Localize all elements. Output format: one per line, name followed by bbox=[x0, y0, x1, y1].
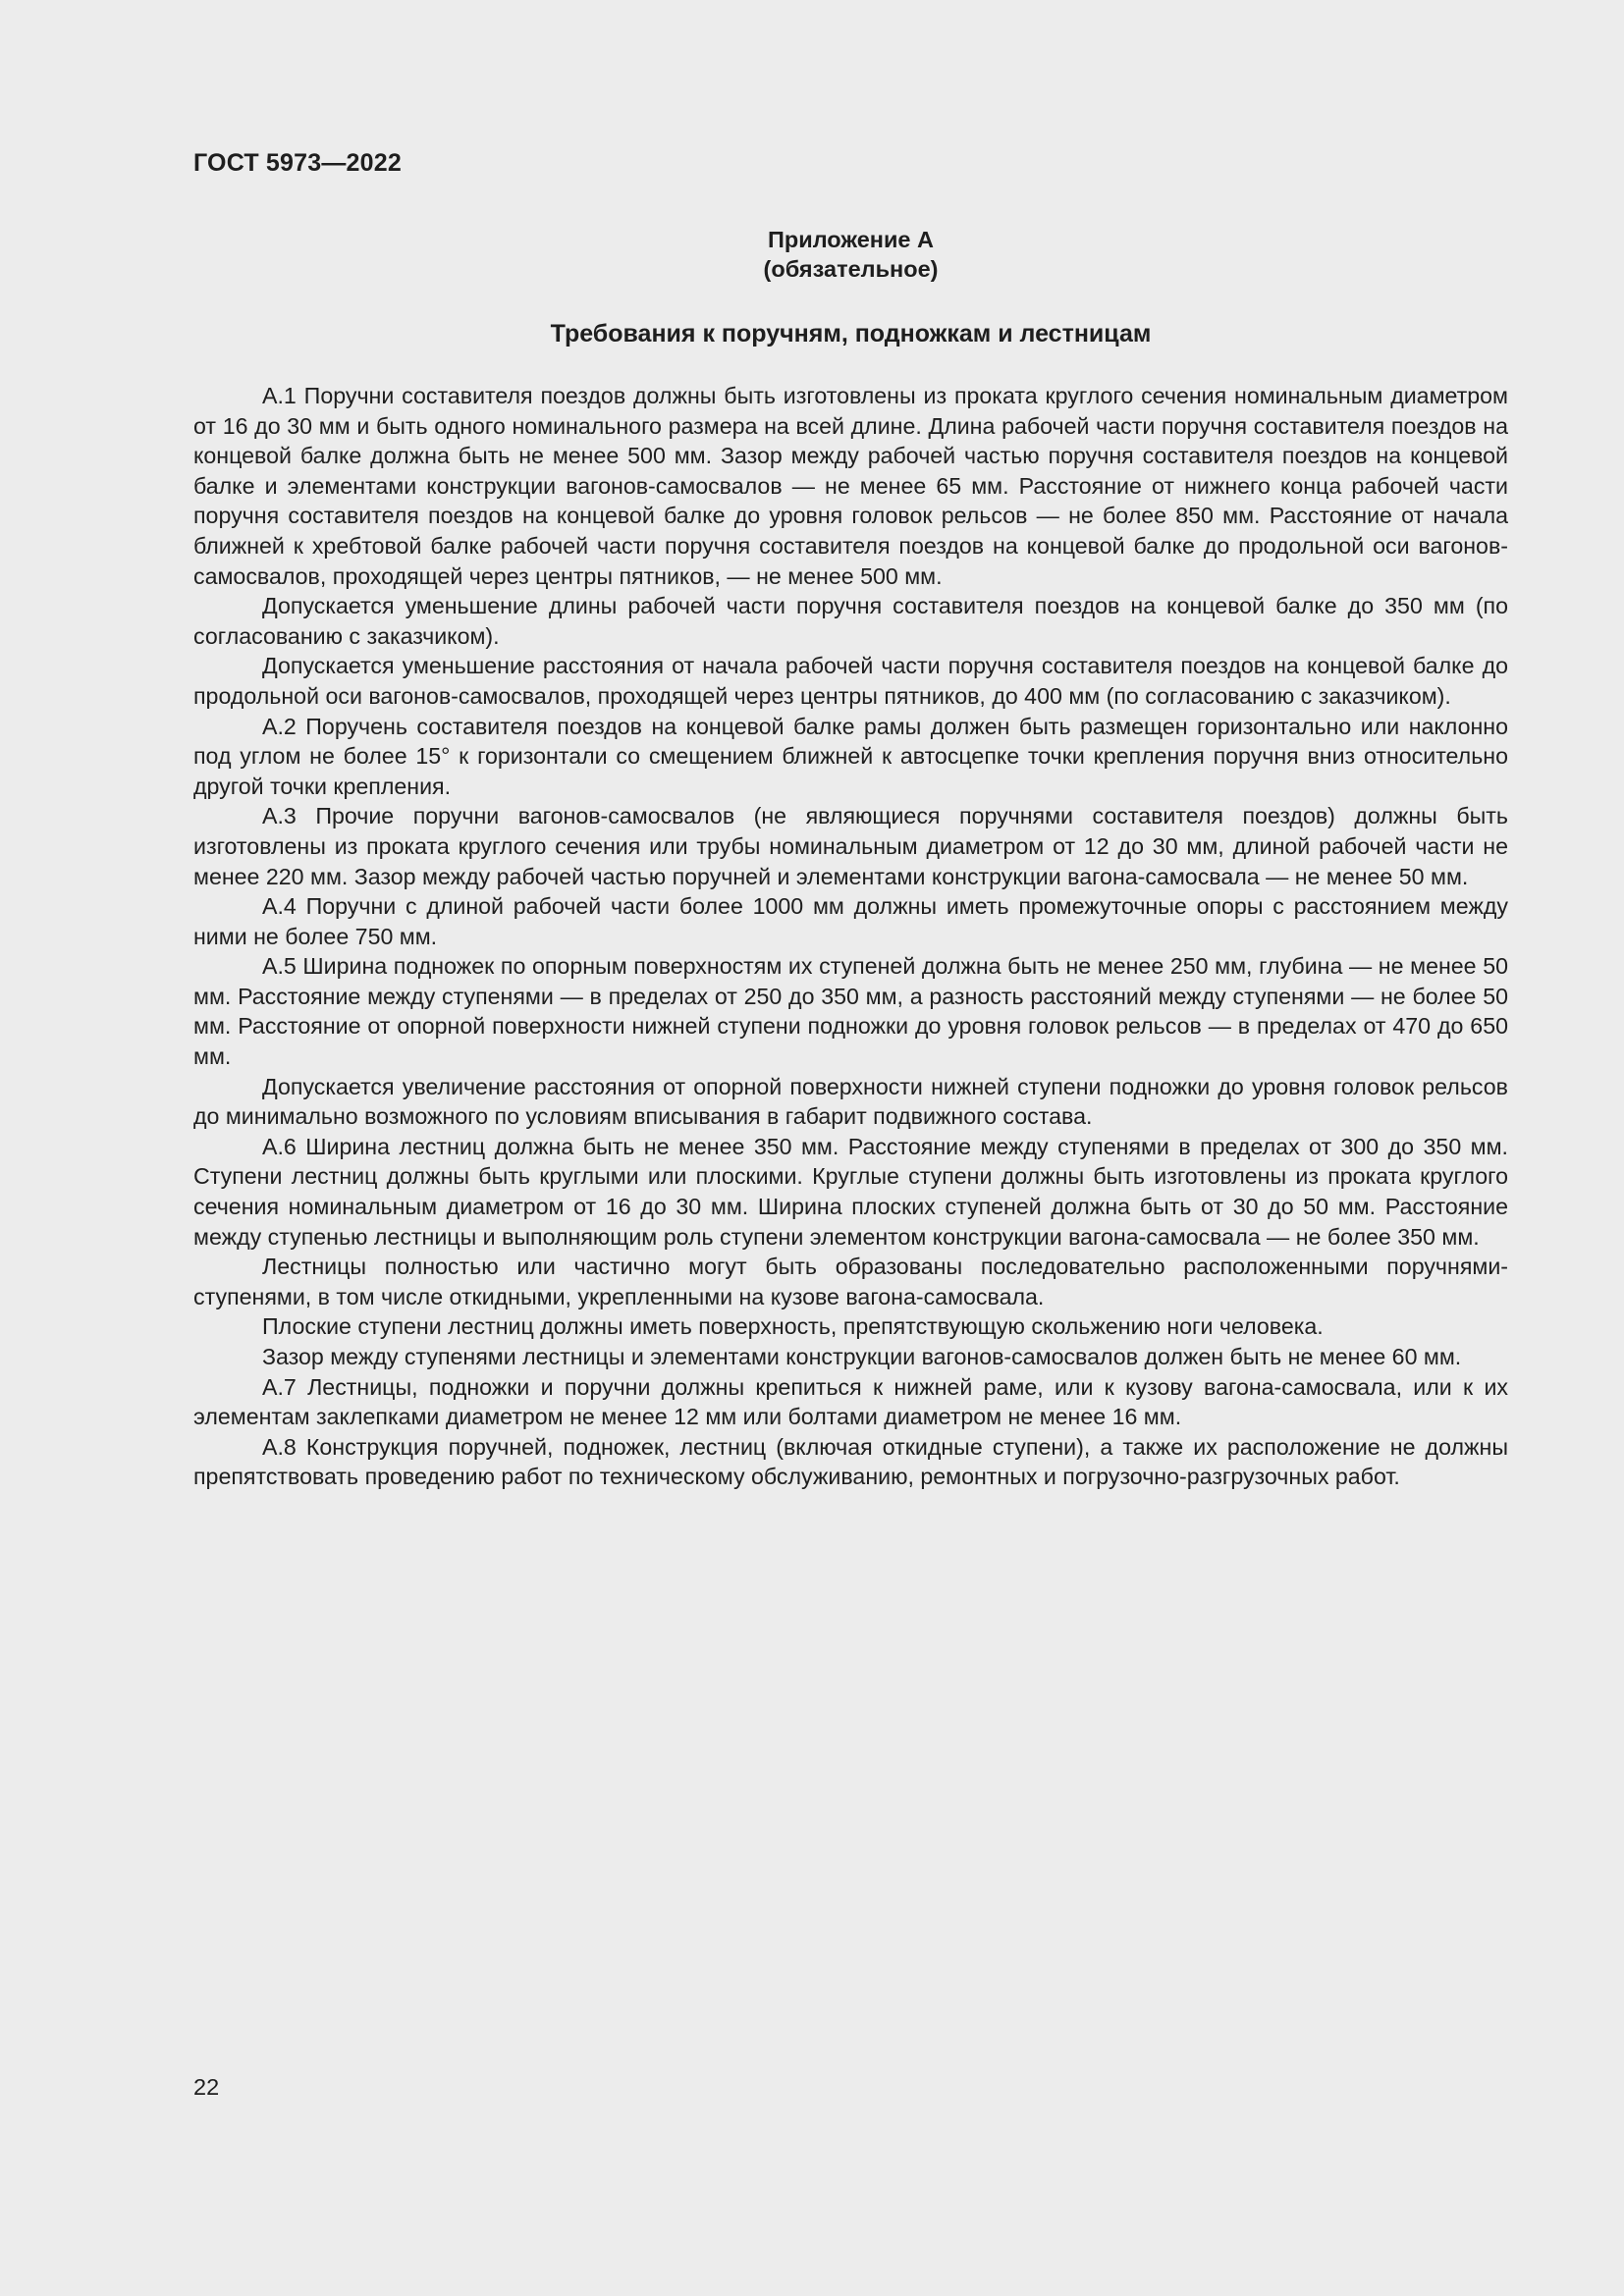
paragraph-a2: А.2 Поручень составителя поездов на концевой балке рамы должен быть размещен горизонтально или наклонно под углом не более 15° к горизонтали со смещением ближней к автосцепке точки крепления поручня вниз относительно другой точки крепления. bbox=[193, 713, 1508, 799]
paragraph-a6-note-3: Зазор между ступенями лестницы и элементами конструкции вагонов-самосвалов должен быть не менее 60 мм. bbox=[262, 1344, 1462, 1369]
annex-heading bbox=[193, 225, 1508, 284]
document-code: ГОСТ 5973—2022 bbox=[193, 149, 402, 177]
paragraph-a1-note-2: Допускается уменьшение расстояния от начала рабочей части поручня составителя поездов на концевой балке до продольной оси вагонов-самосвалов, проходящей через центры пятников, до 400 мм (по согласованию с заказчиком). bbox=[193, 653, 1508, 709]
paragraph-a3: А.3 Прочие поручни вагонов-самосвалов (не являющиеся поручнями составителя поездов) должны быть изготовлены из проката круглого сечения или трубы номинальным диаметром от 12 до 30 мм, длиной рабочей части не менее 220 мм. Зазор между рабочей частью поручней и элементами конструкции вагона-самосвала — не менее 50 мм. bbox=[193, 803, 1508, 889]
paragraph-a5-note: Допускается увеличение расстояния от опорной поверхности нижней ступени подножки до уровня головок рельсов до минимально возможного по условиям вписывания в габарит подвижного состава. bbox=[193, 1073, 1508, 1130]
paragraph-a7: А.7 Лестницы, подножки и поручни должны крепиться к нижней раме, или к кузову вагона-самосвала, или к их элементам заклепками диаметром не менее 12 мм или болтами диаметром не менее 16 мм. bbox=[193, 1373, 1508, 1430]
paragraph-a6: А.6 Ширина лестниц должна быть не менее 350 мм. Расстояние между ступенями в пределах от 300 до 350 мм. Ступени лестниц должны быть круглыми или плоскими. Круглые ступени должны быть изготовлены из проката круглого сечения номинальным диаметром от 16 до 30 мм. Ширина плоских ступеней должна быть от 30 до 50 мм. Расстояние между ступенью лестницы и выполняющим роль ступени элементом конструкции вагона-самосвала — не более 350 мм. bbox=[193, 1133, 1508, 1250]
paragraph-a1-note-1: Допускается уменьшение длины рабочей части поручня составителя поездов на концевой балке до 350 мм (по согласованию с заказчиком). bbox=[193, 593, 1508, 649]
annex-title: Приложение А bbox=[768, 227, 934, 252]
page-number: 22 bbox=[193, 2074, 220, 2100]
paragraph-a4: А.4 Поручни с длиной рабочей части более 1000 мм должны иметь промежуточные опоры с расстоянием между ними не более 750 мм. bbox=[193, 893, 1508, 949]
paragraph-a8: А.8 Конструкция поручней, подножек, лестниц (включая откидные ступени), а также их расположение не должны препятствовать проведению работ по техническому обслуживанию, ремонтных и погрузочно-разгрузочных работ. bbox=[193, 1433, 1508, 1490]
paragraph-a5: А.5 Ширина подножек по опорным поверхностям их ступеней должна быть не менее 250 мм, глубина — не менее 50 мм. Расстояние между ступенями — в пределах от 250 до 350 мм, а разность расстояний между ступенями — не более 50 мм. Расстояние от опорной поверхности нижней ступени подножки до уровня головок рельсов — в пределах от 470 до 650 мм. bbox=[193, 953, 1508, 1070]
paragraph-a1: А.1 Поручни составителя поездов должны быть изготовлены из проката круглого сечения номинальным диаметром от 16 до 30 мм и быть одного номинального размера на всей длине. Длина рабочей части поручня составителя поездов на концевой балке должна быть не менее 500 мм. Зазор между рабочей частью поручня составителя поездов на концевой балке и элементами конструкции вагонов-самосвалов — не менее 65 мм. Расстояние от нижнего конца рабочей части поручня составителя поездов на концевой балке до уровня головок рельсов — не более 850 мм. Расстояние от начала ближней к хребтовой балке рабочей части поручня составителя поездов на концевой балке до продольной оси вагонов-самосвалов, проходящей через центры пятников, — не менее 500 мм. bbox=[193, 383, 1508, 589]
paragraph-a6-note-2: Плоские ступени лестниц должны иметь поверхность, препятствующую скольжению ноги человека. bbox=[262, 1313, 1324, 1340]
document-body bbox=[193, 381, 1508, 1492]
paragraph-a6-note-1: Лестницы полностью или частично могут быть образованы последовательно расположенными поручнями-ступенями, в том числе откидными, укрепленными на кузове вагона-самосвала. bbox=[193, 1254, 1508, 1309]
section-title: Требования к поручням, подножкам и лестницам bbox=[550, 320, 1152, 347]
annex-status: (обязательное) bbox=[763, 256, 939, 282]
